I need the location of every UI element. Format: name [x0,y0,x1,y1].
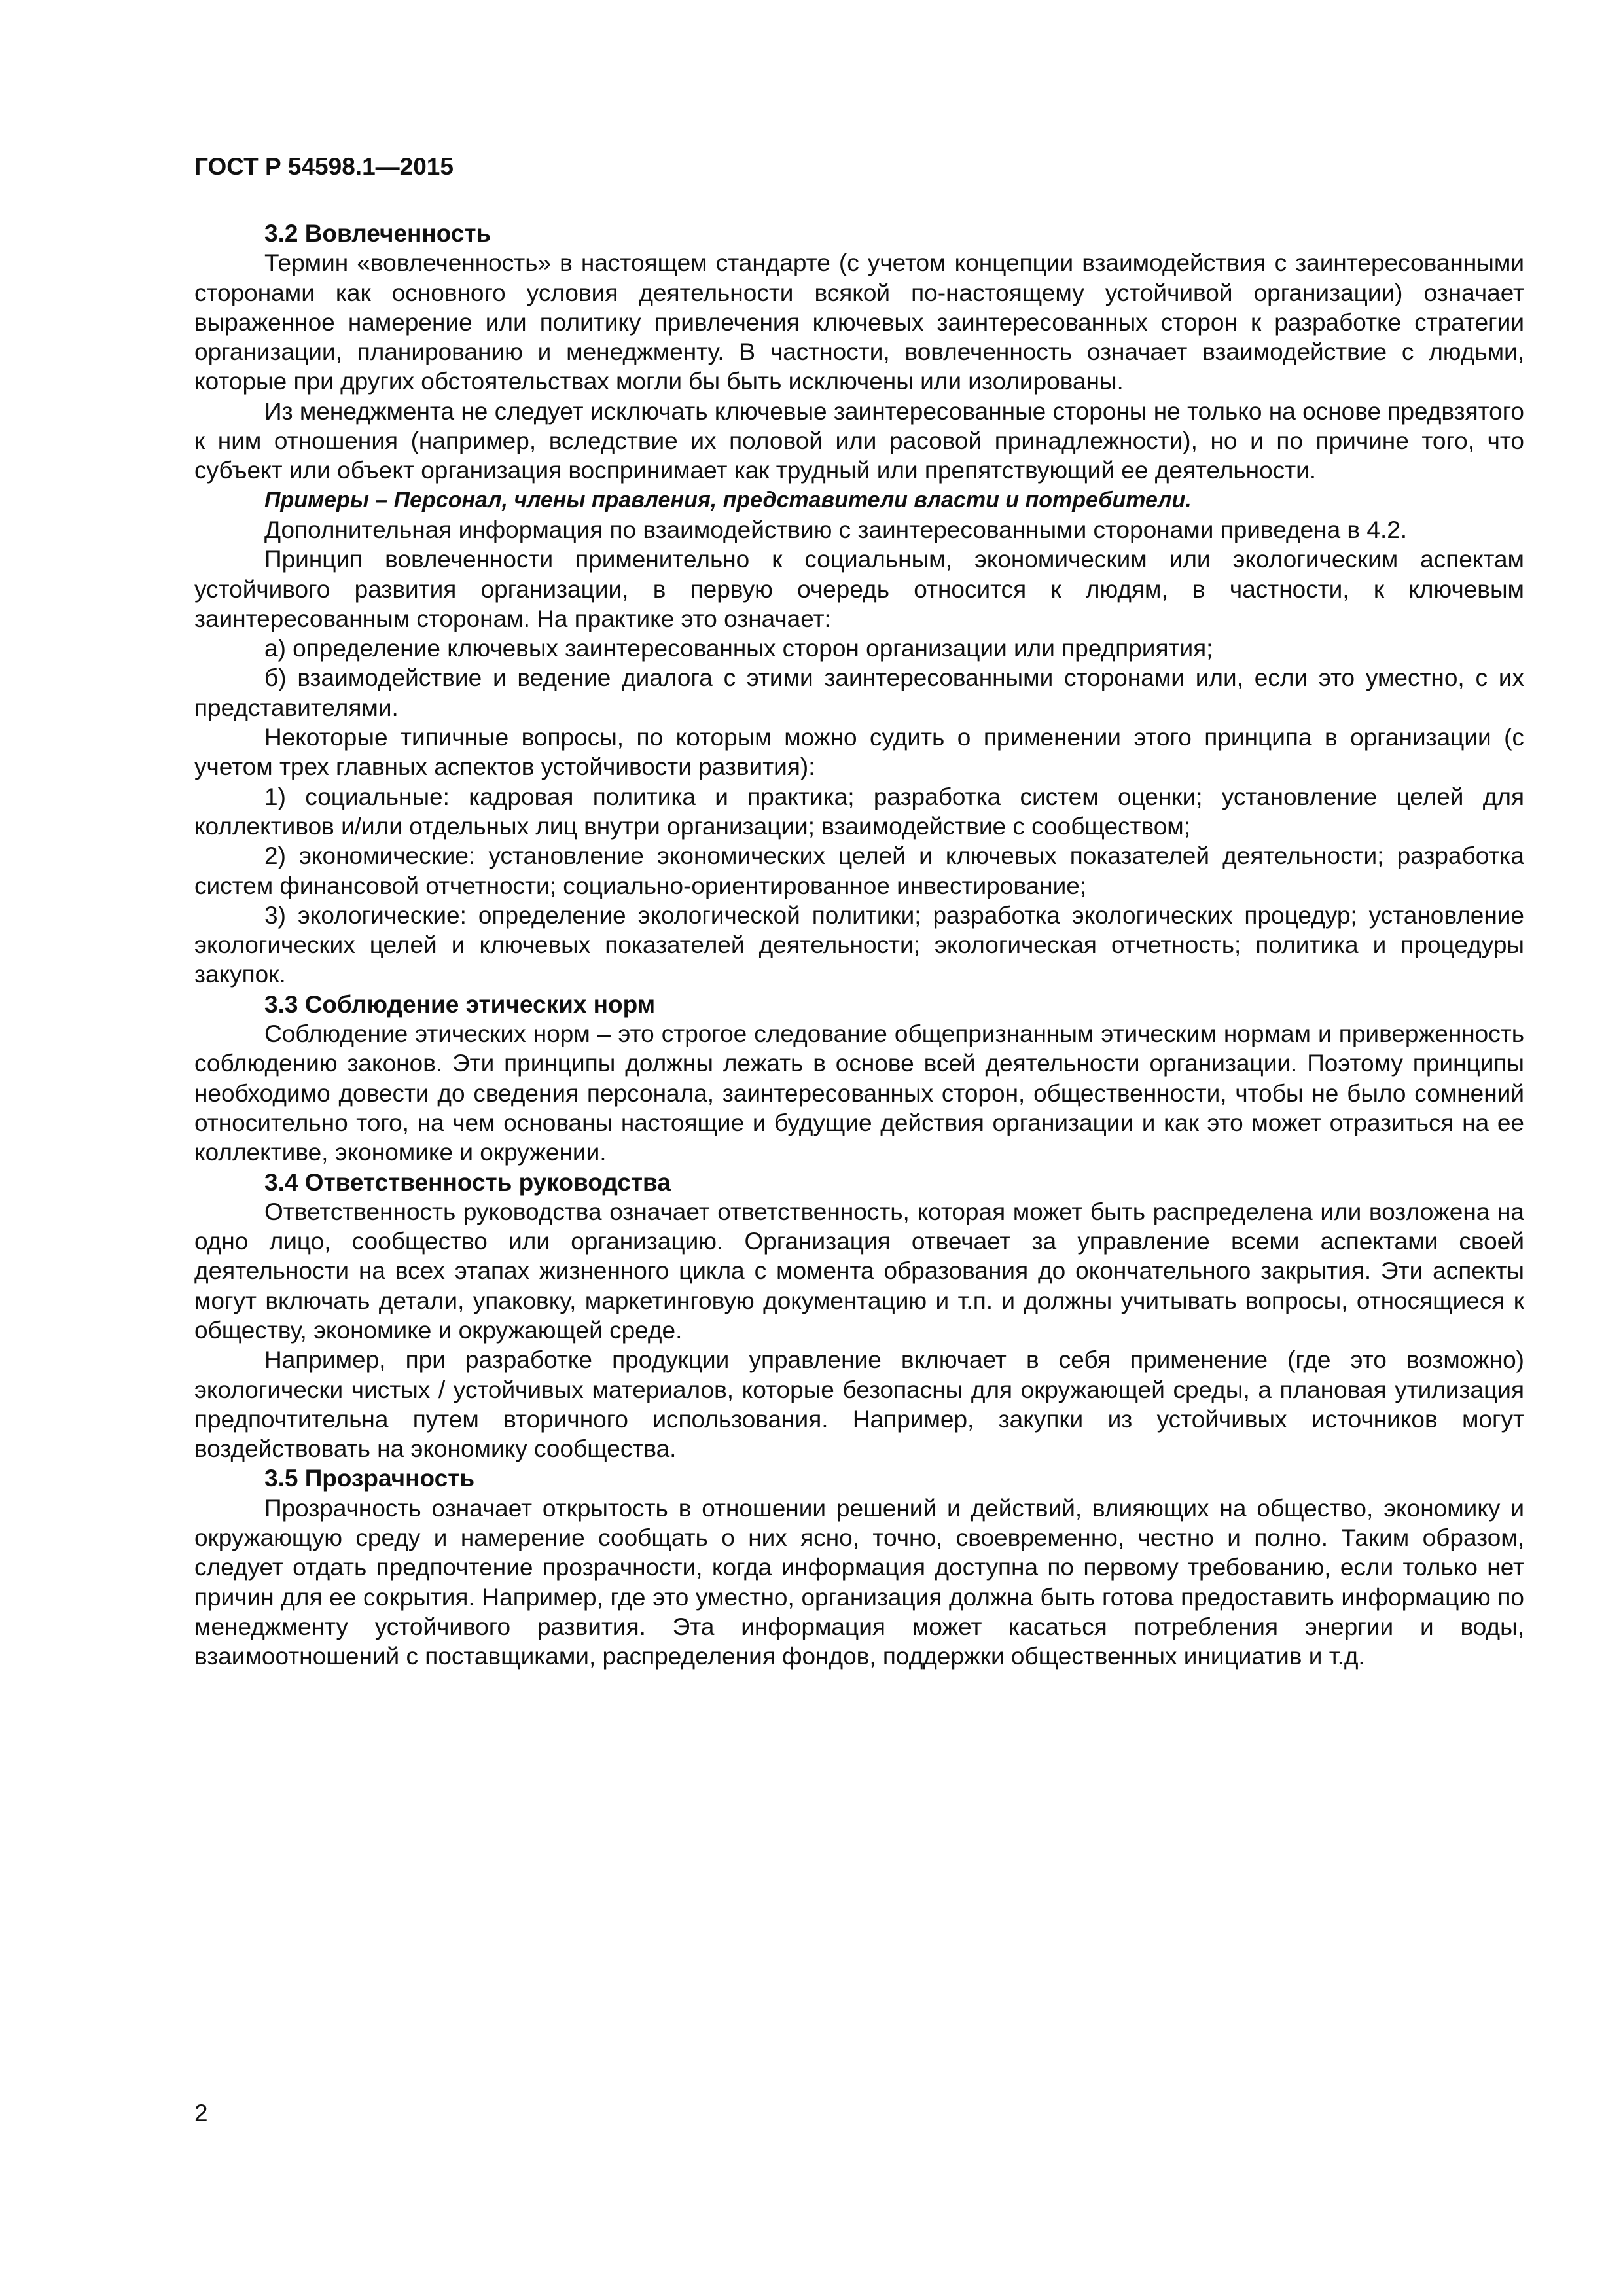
paragraph: Соблюдение этических норм – это строгое следование общепризнанным этическим нормам и приверженность соблюдению законов. Эти принципы должны лежать в основе всей деятельности организации. Поэтому принципы необходимо довести до сведения персонала, заинтересованных сторон, общественности, чтобы не было сомнений относительно того, на чем основаны настоящие и будущие действия организации и как это может отразиться на ее коллективе, экономике и окружении. [194,1020,1524,1166]
paragraph: Дополнительная информация по взаимодействию с заинтересованными сторонами приведена в 4.2. [264,516,1408,543]
list-item: б) взаимодействие и ведение диалога с этими заинтересованными сторонами или, если это уместно, с их представителями. [194,664,1524,721]
document-body [194,219,1524,1672]
paragraph: Некоторые типичные вопросы, по которым можно судить о применении этого принципа в организации (с учетом трех главных аспектов устойчивости развития): [194,724,1524,781]
page-number: 2 [194,2100,208,2126]
list-item: 3) экологические: определение экологической политики; разработка экологических процедур; установление экологических целей и ключевых показателей деятельности; экологическая отчетность; политика и процедуры закупок. [194,901,1524,988]
standard-id-header: ГОСТ Р 54598.1—2015 [194,153,454,180]
section-heading-3-3: 3.3 Соблюдение этических норм [264,990,656,1018]
section-heading-3-2: 3.2 Вовлеченность [264,220,491,247]
paragraph: Прозрачность означает открытость в отношении решений и действий, влияющих на общество, экономику и окружающую среду и намерение сообщать о них ясно, точно, своевременно, честно и полно. Таким образом, следует отдать предпочтение прозрачности, когда информация доступна по первому требованию, если только нет причин для ее сокрытия. Например, где это уместно, организация должна быть готова предоставить информацию по менеджменту устойчивого развития. Эта информация может касаться потребления энергии и воды, взаимоотношений с поставщиками, распределения фондов, поддержки общественных инициатив и т.д. [194,1494,1524,1670]
example-note: Примеры – Персонал, члены правления, представители власти и потребители. [264,487,1192,512]
paragraph: Ответственность руководства означает ответственность, которая может быть распределена или возложена на одно лицо, сообщество или организацию. Организация отвечает за управление всеми аспектами своей деятельности на всех этапах жизненного цикла с момента образования до окончательного закрытия. Эти аспекты могут включать детали, упаковку, маркетинговую документацию и т.п. и должны учитывать вопросы, относящиеся к обществу, экономике и окружающей среде. [194,1198,1524,1344]
paragraph: Принцип вовлеченности применительно к социальным, экономическим или экологическим аспектам устойчивого развития организации, в первую очередь относится к людям, в частности, к ключевым заинтересованным сторонам. На практике это означает: [194,546,1524,632]
list-item: а) определение ключевых заинтересованных сторон организации или предприятия; [264,635,1213,662]
list-item: 2) экономические: установление экономических целей и ключевых показателей деятельности; разработка систем финансовой отчетности; социально-ориентированное инвестирование; [194,842,1524,899]
section-heading-3-5: 3.5 Прозрачность [264,1465,475,1492]
paragraph: Термин «вовлеченность» в настоящем стандарте (с учетом концепции взаимодействия с заинтересованными сторонами как основного условия деятельности всякой по-настоящему устойчивой организации) означает выраженное намерение или политику привлечения ключевых заинтересованных сторон к разработке стратегии организации, планированию и менеджменту. В частности, вовлеченность означает взаимодействие с людьми, которые при других обстоятельствах могли бы быть исключены или изолированы. [194,249,1524,395]
paragraph: Из менеджмента не следует исключать ключевые заинтересованные стороны не только на основе предвзятого к ним отношения (например, вследствие их половой или расовой принадлежности), но и по причине того, что субъект или объект организация воспринимает как трудный или препятствующий ее деятельности. [194,397,1524,484]
paragraph: Например, при разработке продукции управление включает в себя применение (где это возможно) экологически чистых / устойчивых материалов, которые безопасны для окружающей среды, а плановая утилизация предпочтительна путем вторичного использования. Например, закупки из устойчивых источников могут воздействовать на экономику сообщества. [194,1346,1524,1463]
section-heading-3-4: 3.4 Ответственность руководства [264,1168,671,1196]
list-item: 1) социальные: кадровая политика и практика; разработка систем оценки; установление целей для коллективов и/или отдельных лиц внутри организации; взаимодействие с сообществом; [194,783,1524,840]
